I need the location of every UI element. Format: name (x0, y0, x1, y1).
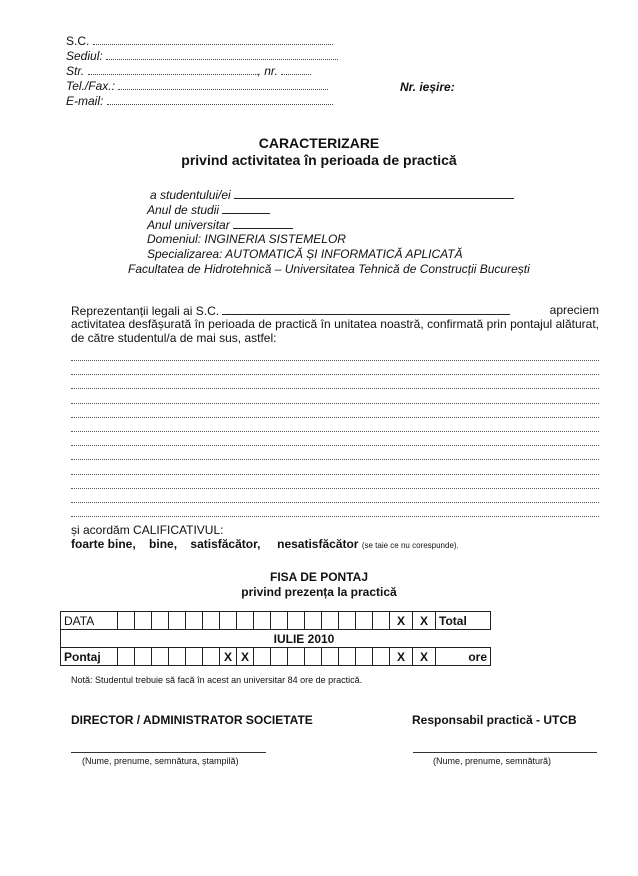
domain-line: Domeniul: INGINERIA SISTEMELOR (147, 232, 346, 246)
representatives-line (71, 303, 599, 318)
hours-cell[interactable] (118, 648, 135, 666)
director-title: DIRECTOR / ADMINISTRATOR SOCIETATE (71, 713, 313, 727)
day-cell[interactable] (186, 612, 203, 630)
timesheet-table (60, 611, 491, 666)
hours-cell[interactable] (152, 648, 169, 666)
qualification-intro: și acordăm CALIFICATIVUL: (71, 523, 224, 537)
document-title: CARACTERIZARE (258, 135, 380, 151)
director-caption: (Nume, prenume, semnătura, ștampilă) (82, 756, 239, 766)
evaluation-line[interactable] (71, 516, 599, 517)
hours-cell[interactable] (203, 648, 220, 666)
hours-cell[interactable] (373, 648, 390, 666)
sediul-label: Sediul: (66, 49, 103, 63)
telfax-field[interactable] (118, 78, 328, 90)
student-name-label: a studentului/ei (150, 188, 231, 202)
nr-field[interactable] (281, 63, 311, 75)
evaluation-line[interactable] (71, 445, 599, 446)
weekend-x: X (220, 648, 237, 666)
str-field[interactable] (88, 63, 258, 75)
grades-line (71, 537, 459, 553)
evaluation-line[interactable] (71, 502, 599, 503)
study-year-field[interactable] (222, 202, 270, 214)
grade-good[interactable]: bine, (149, 537, 178, 551)
grade-satisfactory[interactable]: satisfăcător, (190, 537, 261, 551)
weekend-x: X (390, 648, 413, 666)
grade-unsatisfactory[interactable]: nesatisfăcător (277, 537, 359, 551)
day-cell[interactable] (169, 612, 186, 630)
evaluation-line[interactable] (71, 388, 599, 389)
academic-year-line (147, 217, 293, 233)
day-cell[interactable] (220, 612, 237, 630)
day-cell[interactable] (305, 612, 322, 630)
director-signature-line[interactable] (71, 752, 266, 753)
email-line (66, 93, 333, 109)
str-line (66, 63, 311, 79)
pontaj-row (61, 648, 491, 666)
day-cell[interactable] (254, 612, 271, 630)
hours-cell[interactable] (271, 648, 288, 666)
weekend-x: X (413, 648, 436, 666)
study-year-label: Anul de studii (147, 203, 220, 217)
student-name-line (150, 187, 514, 203)
specialization-line: Specializarea: AUTOMATICĂ ȘI INFORMATICĂ APLICATĂ (147, 247, 463, 261)
evaluation-line[interactable] (71, 431, 599, 432)
sc-label: S.C. (66, 34, 90, 48)
document-subtitle: privind activitatea în perioada de practică (181, 152, 457, 168)
day-cell[interactable] (322, 612, 339, 630)
coordinator-title: Responsabil practică - UTCB (412, 713, 577, 727)
day-cell[interactable] (288, 612, 305, 630)
hours-cell[interactable] (288, 648, 305, 666)
study-year-line (147, 202, 270, 218)
evaluation-line[interactable] (71, 459, 599, 460)
date-row (61, 612, 491, 630)
weekend-x: X (413, 612, 436, 630)
body-paragraph: activitatea desfășurată în perioada de practică în unitatea noastră, confirmată prin pontajul alăturat, de către studentul/a de mai sus, astfel: (71, 317, 599, 345)
telfax-line (66, 78, 328, 94)
hours-cell[interactable] (322, 648, 339, 666)
pontaj-label: Pontaj (61, 648, 118, 666)
total-label: Total (436, 612, 491, 630)
day-cell[interactable] (237, 612, 254, 630)
day-cell[interactable] (339, 612, 356, 630)
day-cell[interactable] (135, 612, 152, 630)
sediul-line (66, 48, 338, 64)
evaluation-line[interactable] (71, 403, 599, 404)
weekend-x: X (237, 648, 254, 666)
day-cell[interactable] (203, 612, 220, 630)
grade-note: (se taie ce nu corespunde). (361, 541, 459, 550)
grade-very-good[interactable]: foarte bine, (71, 537, 136, 551)
coordinator-caption: (Nume, prenume, semnătură) (433, 756, 552, 766)
sc-field[interactable] (93, 33, 333, 45)
academic-year-label: Anul universitar (147, 218, 230, 232)
nr-iesire: Nr. ieșire: (400, 80, 455, 94)
weekend-x: X (390, 612, 413, 630)
day-cell[interactable] (152, 612, 169, 630)
email-label: E-mail: (66, 94, 104, 108)
evaluation-line[interactable] (71, 488, 599, 489)
day-cell[interactable] (118, 612, 135, 630)
timesheet-title: FISA DE PONTAJ (269, 570, 368, 584)
date-label: DATA (61, 612, 118, 630)
evaluation-line[interactable] (71, 374, 599, 375)
faculty-line: Facultatea de Hidrotehnică – Universitatea Tehnică de Construcții București (128, 262, 530, 276)
hours-cell[interactable] (339, 648, 356, 666)
evaluation-line[interactable] (71, 474, 599, 475)
hours-cell[interactable] (305, 648, 322, 666)
hours-cell[interactable] (169, 648, 186, 666)
appreciate-label: apreciem (549, 303, 599, 317)
nr-label: , nr. (257, 64, 278, 78)
sc-line (66, 33, 333, 49)
hours-cell[interactable] (135, 648, 152, 666)
day-cell[interactable] (356, 612, 373, 630)
evaluation-line[interactable] (71, 417, 599, 418)
evaluation-line[interactable] (71, 360, 599, 361)
academic-year-field[interactable] (233, 217, 293, 229)
month-label: IULIE 2010 (118, 630, 491, 648)
day-cell[interactable] (271, 612, 288, 630)
telfax-label: Tel./Fax.: (66, 79, 115, 93)
hours-cell[interactable] (356, 648, 373, 666)
coordinator-signature-line[interactable] (413, 752, 597, 753)
practice-note: Notă: Studentul trebuie să facă în acest an universitar 84 ore de practică. (71, 675, 363, 685)
email-field[interactable] (107, 93, 333, 105)
company-name-field[interactable] (222, 303, 510, 315)
hours-cell[interactable] (254, 648, 271, 666)
hours-unit: ore (436, 648, 491, 666)
sediul-field[interactable] (106, 48, 338, 60)
str-label: Str. (66, 64, 85, 78)
timesheet-subtitle: privind prezența la practică (241, 585, 397, 599)
student-name-field[interactable] (234, 187, 514, 199)
month-row (61, 630, 491, 648)
representatives-label: Reprezentanții legali ai S.C. (71, 304, 220, 318)
hours-cell[interactable] (186, 648, 203, 666)
day-cell[interactable] (373, 612, 390, 630)
